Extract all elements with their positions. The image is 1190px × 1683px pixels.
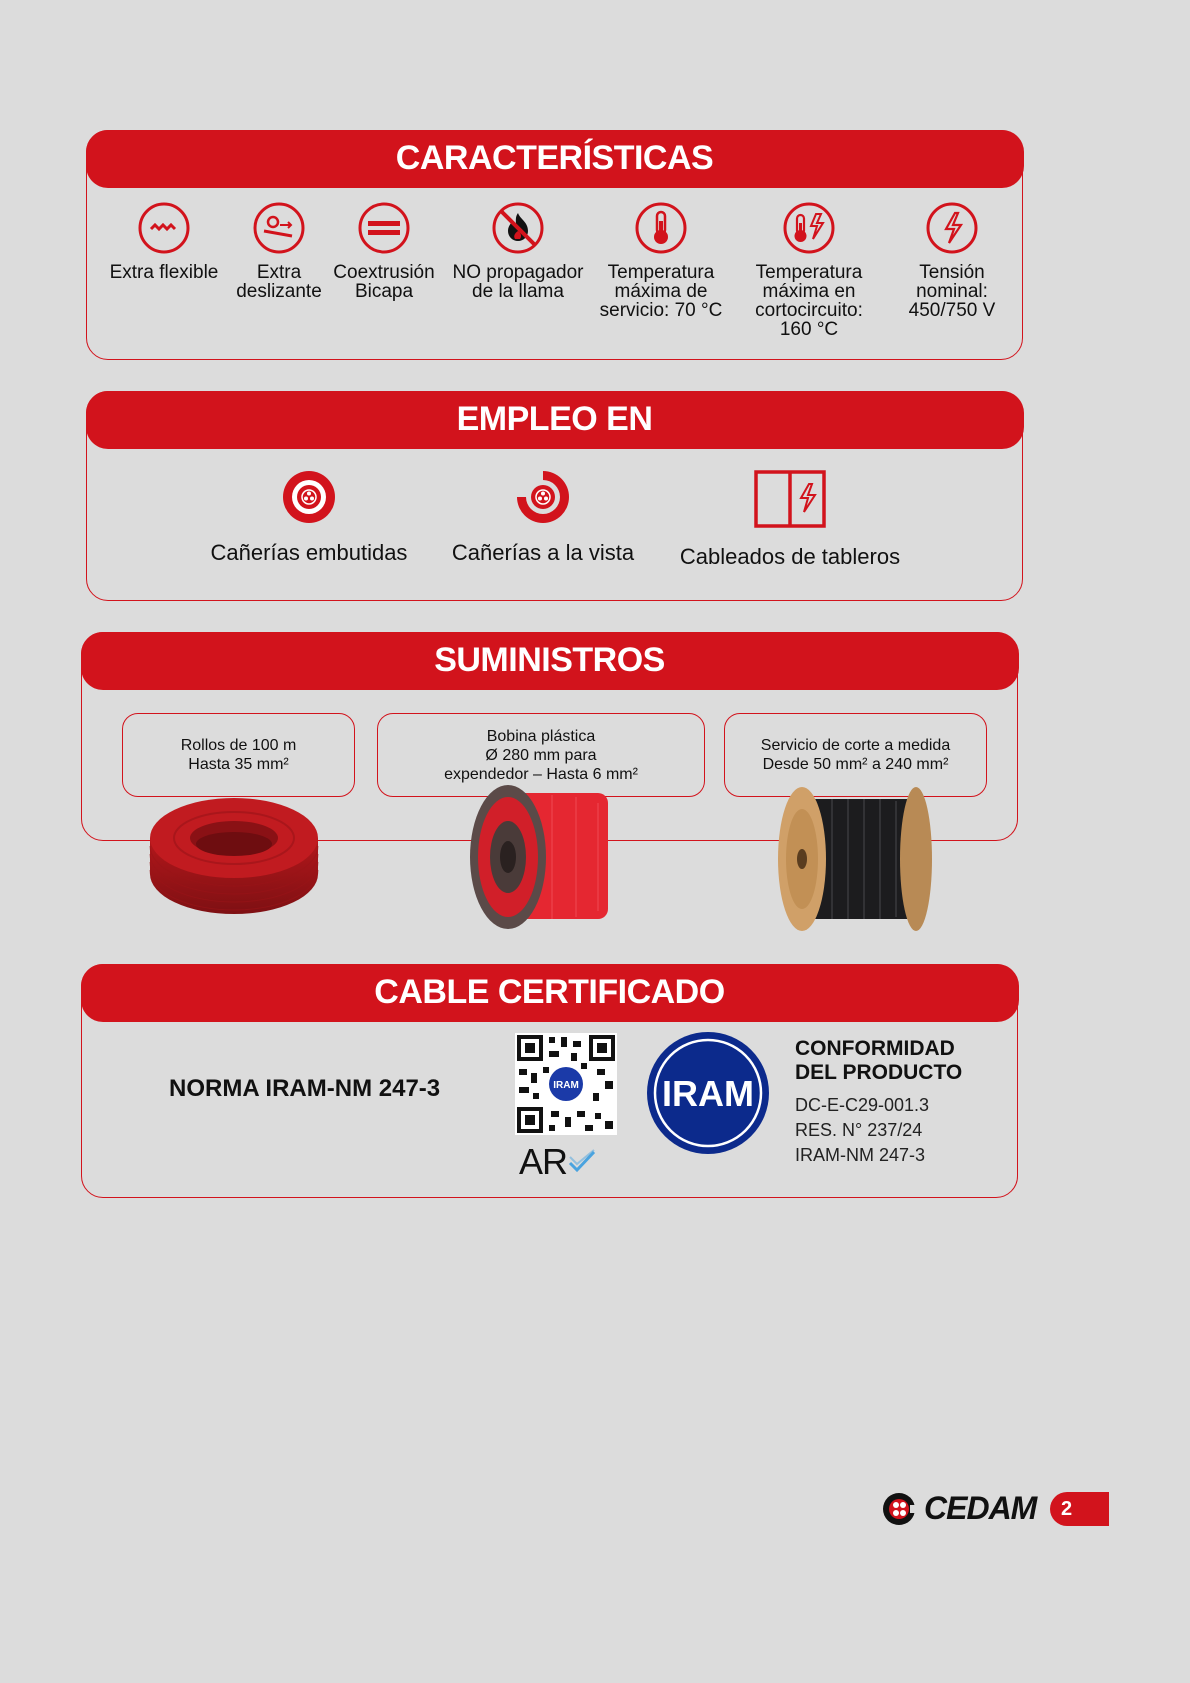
conformidad-title-line: DEL PRODUCTO — [795, 1061, 963, 1084]
caracteristicas-title: CARACTERÍSTICAS — [86, 130, 1024, 188]
wave-icon — [137, 201, 191, 255]
conformidad-title-line: CONFORMIDAD — [795, 1037, 955, 1060]
feature-label: Extra flexible — [109, 262, 219, 283]
use-canerias-vista — [423, 470, 663, 566]
feature-no-propagador — [443, 201, 593, 301]
page-number: 2 — [1050, 1492, 1109, 1526]
feature-label: Temperatura máxima en cortocircuito: 160 °C — [755, 262, 863, 340]
feature-label: Tensión nominal: 450/750 V — [908, 262, 996, 321]
norma-label: NORMA IRAM-NM 247-3 — [169, 1075, 441, 1102]
feature-label: Temperatura máxima de servicio: 70 °C — [599, 262, 723, 321]
conformidad-details — [795, 1093, 929, 1168]
conformidad-line: IRAM-NM 247-3 — [795, 1145, 926, 1165]
conformidad-title — [795, 1037, 962, 1085]
panel-board-icon — [754, 470, 826, 528]
thermometer-bolt-icon — [782, 201, 836, 255]
use-label: Cableados de tableros — [679, 544, 901, 569]
feature-label: Extra deslizante — [236, 262, 322, 302]
use-canerias-embutidas — [189, 470, 429, 566]
no-flame-icon — [491, 201, 545, 255]
iram-seal-text: IRAM — [662, 1073, 754, 1114]
certificado-title: CABLE CERTIFICADO — [81, 964, 1019, 1022]
empleo-panel — [86, 391, 1023, 601]
ar-mark-text: AR — [519, 1141, 568, 1182]
iram-seal-logo — [646, 1031, 770, 1155]
feature-coextrusion — [309, 201, 459, 301]
plastic-spool-image — [468, 783, 618, 931]
qr-code[interactable] — [515, 1033, 617, 1135]
feature-label: NO propagador de la llama — [452, 262, 584, 302]
bolt-icon — [925, 201, 979, 255]
certificado-panel — [81, 964, 1018, 1198]
use-label: Cañerías embutidas — [210, 540, 408, 565]
cedam-logo-text: CEDAM — [924, 1490, 1037, 1526]
cedam-logo — [882, 1490, 1036, 1527]
caracteristicas-panel — [86, 130, 1023, 360]
slide-icon — [252, 201, 306, 255]
feature-temp-servicio — [586, 201, 736, 320]
double-layer-icon — [357, 201, 411, 255]
cable-roll-image — [148, 780, 320, 918]
use-cableados-tableros — [670, 470, 910, 570]
supply-bobina-box: Bobina plástica Ø 280 mm para expendedor – Hasta 6 mm² — [377, 713, 705, 797]
cedam-logo-icon — [882, 1492, 920, 1526]
embedded-pipe-icon — [282, 470, 336, 524]
use-label: Cañerías a la vista — [451, 540, 635, 565]
suministros-title: SUMINISTROS — [81, 632, 1019, 690]
thermometer-icon — [634, 201, 688, 255]
visible-pipe-icon — [516, 470, 570, 524]
supply-rollos-box: Rollos de 100 m Hasta 35 mm² — [122, 713, 355, 797]
wooden-reel-image — [776, 785, 934, 933]
supply-corte-box: Servicio de corte a medida Desde 50 mm² a 240 mm² — [724, 713, 987, 797]
feature-tension-nominal — [877, 201, 1027, 320]
conformidad-line: DC-E-C29-001.3 — [795, 1095, 930, 1115]
qr-badge-text: IRAM — [553, 1080, 579, 1091]
conformidad-line: RES. N° 237/24 — [795, 1120, 923, 1140]
check-icon — [567, 1149, 597, 1175]
empleo-title: EMPLEO EN — [86, 391, 1024, 449]
feature-temp-cortocircuito — [734, 201, 884, 339]
feature-label: Coextrusión Bicapa — [333, 262, 435, 302]
ar-mark — [519, 1141, 597, 1183]
